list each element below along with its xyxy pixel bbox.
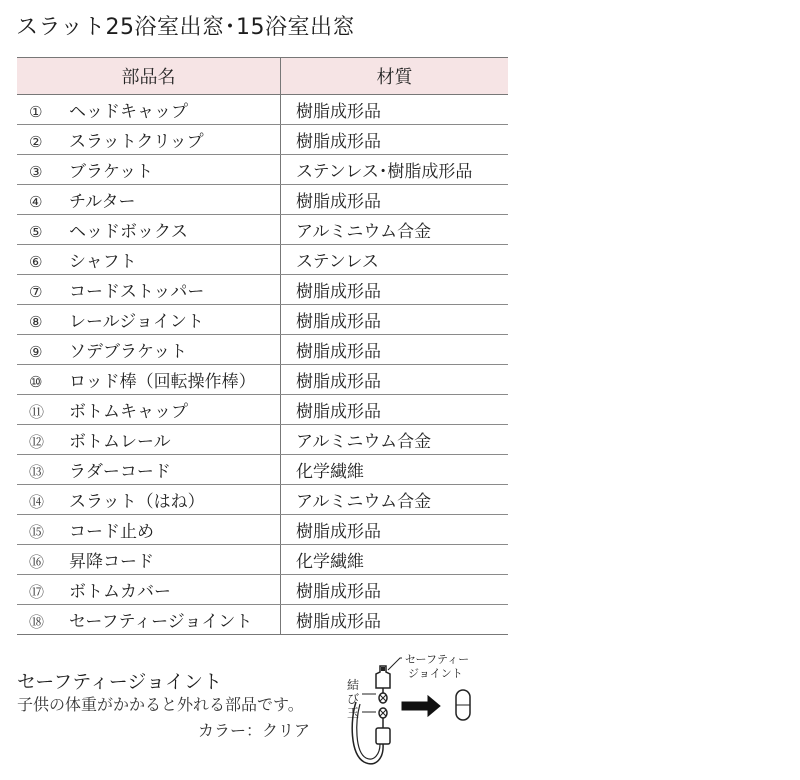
table-row xyxy=(17,275,508,305)
part-name: ソデブラケット xyxy=(69,342,188,362)
part-material: 樹脂成形品 xyxy=(281,95,509,125)
part-name-cell xyxy=(17,215,281,245)
part-material: アルミニウム合金 xyxy=(281,485,509,515)
part-material: 樹脂成形品 xyxy=(281,515,509,545)
part-number: ⑬ xyxy=(29,463,45,481)
page-title: スラット25浴室出窓･15浴室出窓 xyxy=(16,15,356,40)
part-number: ⑨ xyxy=(29,343,43,361)
table-row xyxy=(17,335,508,365)
table-row xyxy=(17,125,508,155)
part-name: ヘッドキャップ xyxy=(69,102,188,122)
part-name-cell xyxy=(17,335,281,365)
part-number: ⑪ xyxy=(29,403,45,421)
part-name-cell xyxy=(17,425,281,455)
table-row xyxy=(17,365,508,395)
part-name: セーフティージョイント xyxy=(69,612,253,632)
part-name: ロッド棒（回転操作棒） xyxy=(69,372,256,392)
table-row xyxy=(17,425,508,455)
part-material: アルミニウム合金 xyxy=(281,425,509,455)
part-name: ラダーコード xyxy=(69,462,171,482)
part-name-cell xyxy=(17,545,281,575)
part-name-cell xyxy=(17,185,281,215)
part-name-cell xyxy=(17,515,281,545)
part-number: ① xyxy=(29,103,43,121)
part-name: チルター xyxy=(69,192,136,212)
part-material: 樹脂成形品 xyxy=(281,305,509,335)
part-material: 樹脂成形品 xyxy=(281,275,509,305)
part-material: ステンレス･樹脂成形品 xyxy=(281,155,509,185)
part-name: 昇降コード xyxy=(69,552,154,572)
part-material: 樹脂成形品 xyxy=(281,185,509,215)
part-name: ブラケット xyxy=(69,162,154,182)
table-row xyxy=(17,545,508,575)
table-row xyxy=(17,515,508,545)
table-row xyxy=(17,215,508,245)
part-name: コードストッパー xyxy=(69,282,205,302)
part-name-cell xyxy=(17,125,281,155)
part-name-cell xyxy=(17,395,281,425)
part-name: シャフト xyxy=(69,252,137,272)
part-name: ボトムレール xyxy=(69,432,171,452)
part-material: 樹脂成形品 xyxy=(281,335,509,365)
part-number: ⑭ xyxy=(29,493,45,511)
part-name-cell xyxy=(17,485,281,515)
part-material: ステンレス xyxy=(281,245,509,275)
note-title: セーフティージョイント xyxy=(17,671,223,693)
header-material: 材質 xyxy=(281,58,509,95)
part-number: ⑧ xyxy=(29,313,43,331)
part-material: 樹脂成形品 xyxy=(281,365,509,395)
part-number: ⑥ xyxy=(29,253,43,271)
part-number: ③ xyxy=(29,163,43,181)
part-name-cell xyxy=(17,245,281,275)
table-row xyxy=(17,245,508,275)
part-name: ボトムカバー xyxy=(69,582,171,602)
safety-joint-diagram xyxy=(336,650,496,774)
part-name-cell xyxy=(17,275,281,305)
part-name-cell xyxy=(17,155,281,185)
part-number: ⑮ xyxy=(29,523,45,541)
table-row xyxy=(17,455,508,485)
part-material: 化学繊維 xyxy=(281,545,509,575)
part-name-cell xyxy=(17,455,281,485)
part-name: スラットクリップ xyxy=(69,132,204,152)
table-row xyxy=(17,95,508,125)
part-name: レールジョイント xyxy=(69,312,204,332)
part-name: ボトムキャップ xyxy=(69,402,188,422)
table-row xyxy=(17,185,508,215)
parts-table xyxy=(17,57,508,635)
table-row xyxy=(17,485,508,515)
part-name: スラット（はね） xyxy=(69,492,205,512)
table-row xyxy=(17,305,508,335)
header-part-name: 部品名 xyxy=(17,58,281,95)
diagram-label-knot: 結び玉 xyxy=(346,678,359,720)
part-material: 樹脂成形品 xyxy=(281,395,509,425)
diagram-label-joint: ジョイント xyxy=(408,667,463,680)
table-row xyxy=(17,395,508,425)
diagram-label-safety: セーフティー xyxy=(405,653,470,666)
part-number: ⑩ xyxy=(29,373,43,391)
part-material: アルミニウム合金 xyxy=(281,215,509,245)
note-color: カラー：クリア xyxy=(198,721,311,740)
part-number: ④ xyxy=(29,193,43,211)
part-name-cell xyxy=(17,95,281,125)
part-name-cell xyxy=(17,305,281,335)
note-description: 子供の体重がかかると外れる部品です。 xyxy=(17,695,304,714)
part-number: ⑤ xyxy=(29,223,43,241)
part-number: ⑯ xyxy=(29,553,45,571)
table-header-row xyxy=(17,58,508,95)
part-number: ⑰ xyxy=(29,583,45,601)
part-material: 化学繊維 xyxy=(281,455,509,485)
table-row xyxy=(17,605,508,635)
part-material: 樹脂成形品 xyxy=(281,125,509,155)
part-material: 樹脂成形品 xyxy=(281,575,509,605)
part-number: ⑦ xyxy=(29,283,43,301)
part-material: 樹脂成形品 xyxy=(281,605,509,635)
part-number: ⑱ xyxy=(29,613,45,631)
table-row xyxy=(17,155,508,185)
part-name-cell xyxy=(17,365,281,395)
part-name: ヘッドボックス xyxy=(69,222,188,242)
part-name-cell xyxy=(17,575,281,605)
part-number: ⑫ xyxy=(29,433,45,451)
part-name: コード止め xyxy=(69,522,154,542)
part-name-cell xyxy=(17,605,281,635)
part-number: ② xyxy=(29,133,43,151)
table-row xyxy=(17,575,508,605)
parts-table-body xyxy=(17,95,508,635)
